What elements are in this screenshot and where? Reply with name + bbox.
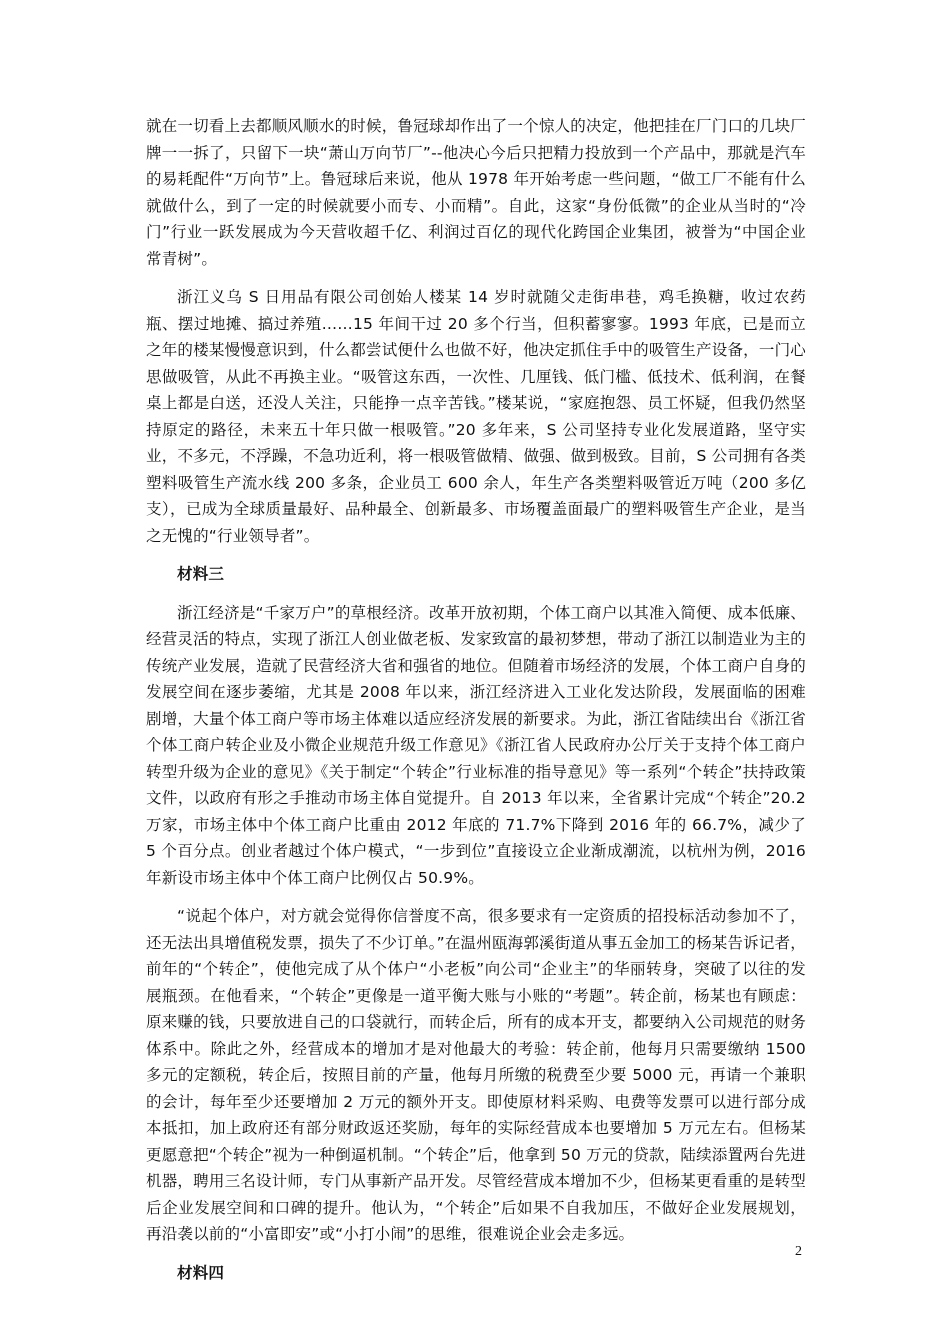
paragraph-lu-guanqiu: 就在一切看上去都顺风顺水的时候，鲁冠球却作出了一个惊人的决定，他把挂在厂门口的几块厂牌一一拆了，只留下一块“萧山万向节厂”--他决心今后只把精力投放到一个产品中，那就是汽车的易耗配件“万向节”上。鲁冠球后来说，他从 1978 年开始考虑一些问题，“做工厂不能有什么就做什么，到了一定的时候就要小而专、小而精”。自此，这家“身份低微”的企业从当时的“冷门”行业一跃发展成为今天营收超千亿、利润过百亿的现代化跨国企业集团，被誉为“中国企业常青树”。 [146,117,806,268]
paragraph-zhejiang-economy: 浙江经济是“千家万户”的草根经济。改革开放初期，个体工商户以其准入简便、成本低廉、经营灵活的特点，实现了浙江人创业做老板、发家致富的最初梦想，带动了浙江以制造业为主的传统产业发展，造就了民营经济大省和强省的地位。但随着市场经济的发展，个体工商户自身的发展空间在逐步萎缩，尤其是 2008 年以来，浙江经济进入工业化发达阶段，发展面临的困难剧增，大量个体工商户等市场主体难以适应经济发展的新要求。为此，浙江省陆续出台《浙江省个体工商户转企业及小微企业规范升级工作意见》《浙江省人民政府办公厅关于支持个体工商户转型升级为企业的意见》《关于制定“个转企”行业标准的指导意见》等一系列“个转企”扶持政策文件，以政府有形之手推动市场主体自觉提升。自 2013 年以来，全省累计完成“个转企”20.2 万家，市场主体中个体工商户比重由 2012 年底的 71.7%下降到 2016 年的 66.7%，减少了 5 个百分点。创业者越过个体户模式，“一步到位”直接设立企业渐成潮流，以杭州为例，2016 年新设市场主体中个体工商户比例仅占 50.9%。 [146,603,806,887]
heading-material-4: 材料四 [177,1263,225,1282]
heading-material-3: 材料三 [177,565,225,583]
body-text [146,113,806,1298]
paragraph-yang-interview: “说起个体户，对方就会觉得你信誉度不高，很多要求有一定资质的招投标活动参加不了，还无法出具增值税发票，损失了不少订单。”在温州瓯海郭溪街道从事五金加工的杨某告诉记者，前年的“个转企”，使他完成了从个体户“小老板”向公司“企业主”的华丽转身，突破了以往的发展瓶颈。在他看来，“个转企”更像是一道平衡大账与小账的“考题”。转企前，杨某也有顾虑：原来赚的钱，只要放进自己的口袋就行，而转企后，所有的成本开支，都要纳入公司规范的财务体系中。除此之外，经营成本的增加才是对他最大的考验：转企前，他每月只需要缴纳 1500 多元的定额税，转企后，按照目前的产量，他每月所缴的税费至少要 5000 元，再请一个兼职的会计，每年至少还要增加 2 万元的额外开支。即使原材料采购、电费等发票可以进行部分成本抵扣，加上政府还有部分财政返还奖励，每年的实际经营成本也要增加 5 万元左右。但杨某更愿意把“个转企”视为一种倒逼机制。“个转企”后，他拿到 50 万元的贷款，陆续添置两台先进机器，聘用三名设计师，专门从事新产品开发。尽管经营成本增加不少，但杨某更看重的是转型后企业发展空间和口碑的提升。他认为，“个转企”后如果不自我加压，不做好企业发展规划，再沿袭以前的“小富即安”或“小打小闹”的思维，很难说企业会走多远。 [146,907,806,1243]
paragraph-s-company: 浙江义乌 S 日用品有限公司创始人楼某 14 岁时就随父走街串巷，鸡毛换糖，收过农药瓶、摆过地摊、搞过养殖……15 年间干过 20 多个行当，但积蓄寥寥。1993 年底，已是而立之年的楼某慢慢意识到，什么都尝试便什么也做不好，他决定抓住手中的吸管生产设备，一门心思做吸管，从此不再换主业。“吸管这东西，一次性、几厘钱、低门槛、低技术、低利润，在餐桌上都是白送，还没人关注，只能挣一点辛苦钱。”楼某说，“家庭抱怨、员工怀疑，但我仍然坚持原定的路径，未来五十年只做一根吸管。”20 多年来，S 公司坚持专业化发展道路，坚守实业，不多元，不浮躁，不急功近利，将一根吸管做精、做强、做到极致。目前，S 公司拥有各类塑料吸管生产流水线 200 多条，企业员工 600 余人，年生产各类塑料吸管近万吨（200 多亿支），已成为全球质量最好、品种最全、创新最多、市场覆盖面最广的塑料吸管生产企业，是当之无愧的“行业领导者”。 [146,288,806,545]
page-number: 2 [795,1244,802,1259]
